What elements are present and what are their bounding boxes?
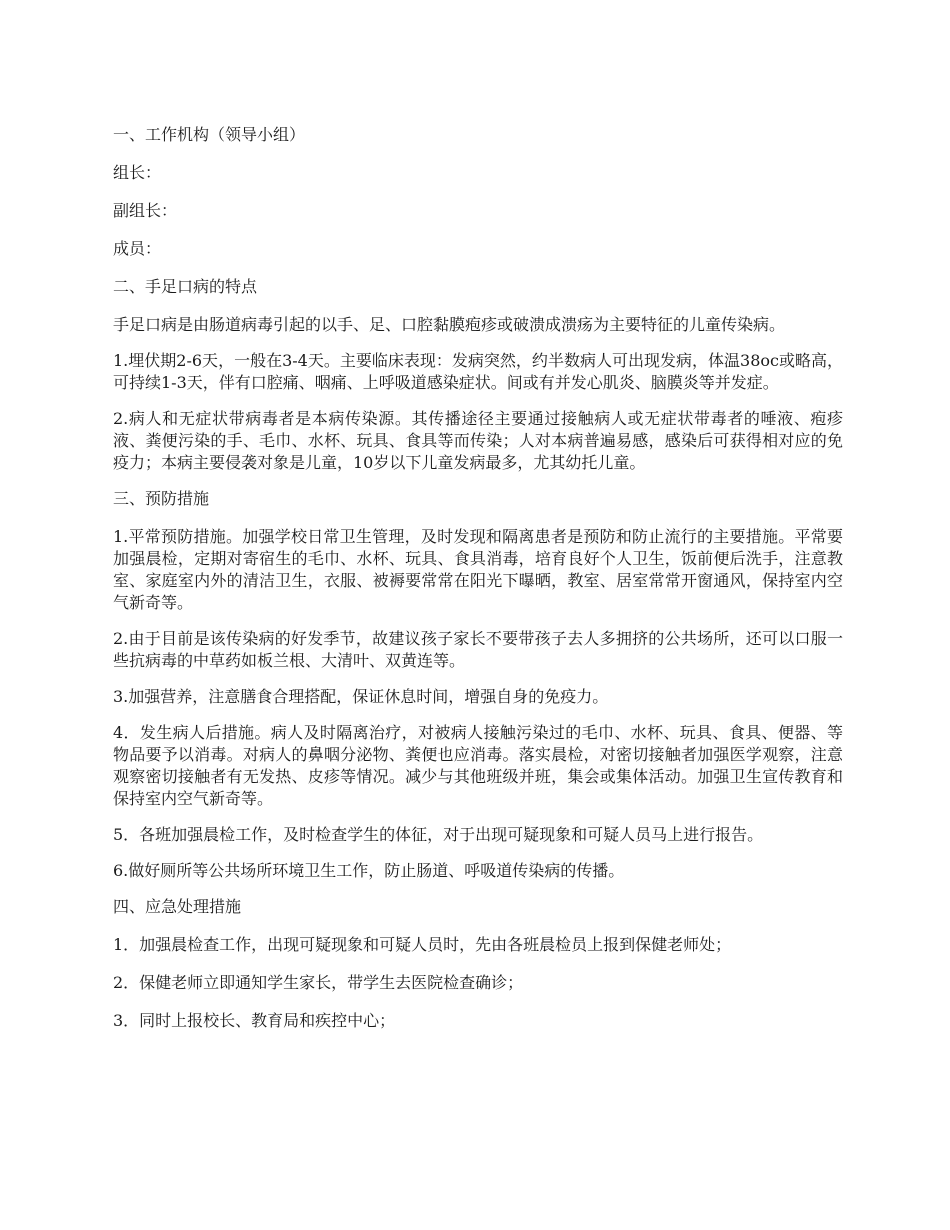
prevention-item-4: 4．发生病人后措施。病人及时隔离治疗，对被病人接触污染过的毛巾、水杯、玩具、食具、便器、等物品要予以消毒。对病人的鼻咽分泌物、粪便也应消毒。落实晨检，对密切接触者加强医学观察，注意观察密切接触者有无发热、皮疹等情况。减少与其他班级并班，集会或集体活动。加强卫生宣传教育和保持室内空气新奇等。 (113, 723, 843, 808)
section-heading-hfmd-features: 二、手足口病的特点 (113, 277, 258, 296)
section-heading-emergency: 四、应急处理措施 (113, 897, 242, 916)
leader-line: 组长： (113, 163, 162, 182)
incubation-paragraph: 1.埋伏期2-6天，一般在3-4天。主要临床表现：发病突然，约半数病人可出现发病，体温38oc或略高，可持续1-3天，伴有口腔痛、咽痛、上呼吸道感染症状。间或有并发心肌炎、脑膜炎等并发症。 (113, 351, 843, 392)
prevention-item-1: 1.平常预防措施。加强学校日常卫生管理，及时发现和隔离患者是预防和防止流行的主要措施。平常要加强晨检，定期对寄宿生的毛巾、水杯、玩具、食具消毒，培育良好个人卫生，饭前便后洗手，注意教室、家庭室内外的清洁卫生，衣服、被褥要常常在阳光下曝晒，教室、居室常常开窗通风，保持室内空气新奇等。 (113, 527, 843, 612)
section-heading-prevention: 三、预防措施 (113, 489, 210, 508)
prevention-item-2: 2.由于目前是该传染病的好发季节，故建议孩子家长不要带孩子去人多拥挤的公共场所，还可以口服一些抗病毒的中草药如板兰根、大清叶、双黄连等。 (113, 629, 843, 670)
members-line: 成员： (113, 239, 162, 258)
emergency-item-3: 3．同时上报校长、教育局和疾控中心； (113, 1011, 396, 1030)
transmission-paragraph: 2.病人和无症状带病毒者是本病传染源。其传播途径主要通过接触病人或无症状带毒者的唾液、疱疹液、粪便污染的手、毛巾、水杯、玩具、食具等而传染；人对本病普遍易感，感染后可获得相对应的免疫力；本病主要侵袭对象是儿童，10岁以下儿童发病最多，尤其幼托儿童。 (113, 409, 843, 472)
prevention-item-3: 3.加强营养，注意膳食合理搭配，保证休息时间，增强自身的免疫力。 (113, 687, 609, 706)
hfmd-definition-paragraph: 手足口病是由肠道病毒引起的以手、足、口腔黏膜疱疹或破溃成溃疡为主要特征的儿童传染病。 (113, 315, 786, 334)
document-body (113, 124, 843, 1048)
emergency-item-2: 2．保健老师立即通知学生家长，带学生去医院检查确诊； (113, 973, 524, 992)
prevention-item-5: 5．各班加强晨检工作，及时检查学生的体征，对于出现可疑现象和可疑人员马上进行报告。 (113, 825, 764, 844)
emergency-item-1: 1．加强晨检查工作，出现可疑现象和可疑人员时，先由各班晨检员上报到保健老师处； (113, 935, 732, 954)
section-heading-work-organization: 一、工作机构（领导小组） (113, 125, 306, 144)
deputy-leader-line: 副组长： (113, 201, 178, 220)
prevention-item-6: 6.做好厕所等公共场所环境卫生工作，防止肠道、呼吸道传染病的传播。 (113, 861, 625, 880)
